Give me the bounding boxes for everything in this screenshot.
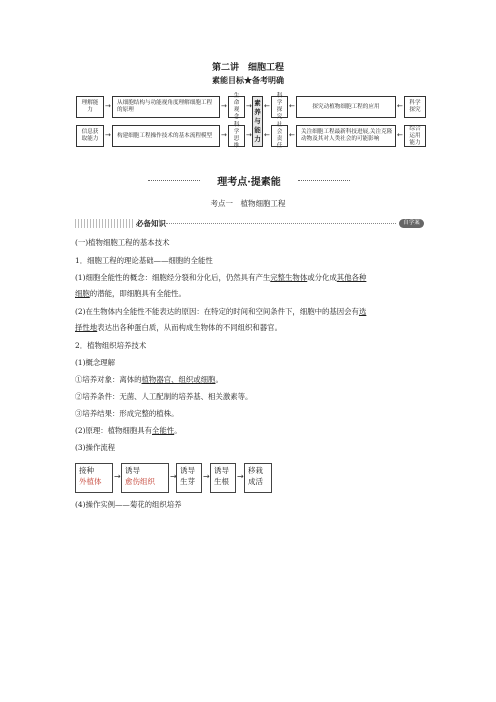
arrow-icon: ← [397,102,403,110]
mid-label-2: 科学思维 [228,125,245,147]
content-line: 2．植物组织培养技术 [75,341,147,350]
flow-step [210,463,236,493]
text: (2)在生物体内全能性不能表达的原因：在特定的时间和空间条件下，细胞中的基因会有 [75,307,359,316]
goal-text-1: 从细胞结构与功能视角度理解细胞工程的原理 [112,96,220,118]
center-char: 能 [254,126,261,134]
section-banner: 理考点·提素能 [217,177,281,188]
flow-step-top: 接种 [79,466,94,475]
arrow-icon: ← [289,102,295,110]
center-char: 与 [254,117,261,125]
arrow-icon: → [237,472,244,481]
flow-step-top: 诱导 [180,466,195,475]
answer-text: 完整生物体 [270,273,308,282]
text: 。 [174,426,182,435]
flow-step-bottom: 愈伤组织 [125,477,155,486]
knowledge-divider [166,223,396,224]
text: 的潜能，即细胞具有全能性。 [89,289,186,298]
flow-step [244,463,272,493]
goal-label-2: 信息获取能力 [76,125,104,147]
flow-step [121,463,169,493]
text: 表达出各种蛋白质，从而构成生物体的不同组织和器官。 [97,323,282,332]
banner-divider-right [298,180,350,181]
text: 。 [215,375,223,384]
content-line: (一)植物细胞工程的基本技术 [75,238,170,247]
content-line [75,426,182,436]
answer-text: 全能性 [152,426,175,435]
answer-text: 细胞 [75,289,90,298]
content-line [75,307,366,317]
content-line: ②培养条件：无菌、人工配制的培养基、相关激素等。 [75,392,253,401]
section-point: 考点一 植物细胞工程 [210,199,286,208]
arrow-icon: ← [289,131,295,139]
center-core-box [252,96,263,147]
answer-text: 择性地 [75,323,98,332]
content-line [75,289,186,299]
center-char: 养 [254,108,261,116]
content-line: ③培养结果：形成完整的植株。 [75,409,179,418]
flow-step [75,463,113,493]
arrow-icon: → [170,472,177,481]
content-line: (1)概念理解 [75,358,116,367]
arrow-icon: → [221,131,227,139]
center-char: 力 [254,135,261,143]
text: (2)原理：植物细胞具有 [75,426,152,435]
center-char: 素 [254,99,261,107]
flow-step-top: 诱导 [214,466,229,475]
goal-label-1: 理解能力 [76,96,104,118]
answer-text: 选 [358,307,367,316]
arrow-icon: → [246,131,252,139]
arrow-icon: ← [264,102,270,110]
text: (1)细胞全能性的概念：细胞经分裂和分化后，仍然具有产生 [75,273,271,282]
right-text-2: 关注细胞工程最新科技进展,关注克隆动物及其对人类社会的可能影响 [296,125,396,147]
arrow-icon: → [105,131,111,139]
flow-step-bottom: 外植体 [79,477,102,486]
right-tag-1: 科学探究 [271,96,288,118]
text: 或分化成 [307,273,337,282]
content-line [75,375,223,385]
banner-divider-left [148,180,200,181]
arrow-icon: → [105,102,111,110]
flow-step-top: 诱导 [125,466,140,475]
mid-label-1: 生命观念 [228,96,245,118]
lecture-title: 第二讲 细胞工程 [211,63,284,73]
knowledge-bar-pattern [75,219,135,228]
content-line [75,323,282,333]
knowledge-heading: 必备知识 [136,219,166,228]
content-line: 1．细胞工程的理论基础——细胞的全能性 [75,256,213,265]
content-line [75,273,366,283]
right-tag-2: 社会责任 [271,125,288,147]
content-line: (4)操作实例——菊花的组织培养 [75,500,182,509]
right-text-1: 探究动植物细胞工程的应用 [296,96,396,118]
far-right-1: 科学探究 [404,96,426,118]
arrow-icon: ← [397,131,403,139]
subtitle: 素能目标★备考明确 [212,75,284,85]
flow-step-bottom: 成活 [248,477,263,486]
self-study-badge: 自学案 [399,219,424,228]
arrow-icon: → [114,472,121,481]
flow-step-bottom: 生根 [214,477,229,486]
text: ①培养对象：离体的 [75,375,142,384]
answer-text: 其他各种 [336,273,367,282]
answer-text: 植物器官、组织或细胞 [141,375,216,384]
far-right-2: 综合运用能力 [404,125,426,147]
arrow-icon: → [246,102,252,110]
flow-step-top: 移栽 [248,466,263,475]
flow-step-bottom: 生芽 [180,477,195,486]
arrow-icon: → [203,472,210,481]
goal-text-2: 构建细胞工程操作技术的基本流程模型 [112,125,220,147]
arrow-icon: ← [264,131,270,139]
flow-step [176,463,202,493]
content-line: (3)操作流程 [75,443,116,452]
arrow-icon: → [221,102,227,110]
